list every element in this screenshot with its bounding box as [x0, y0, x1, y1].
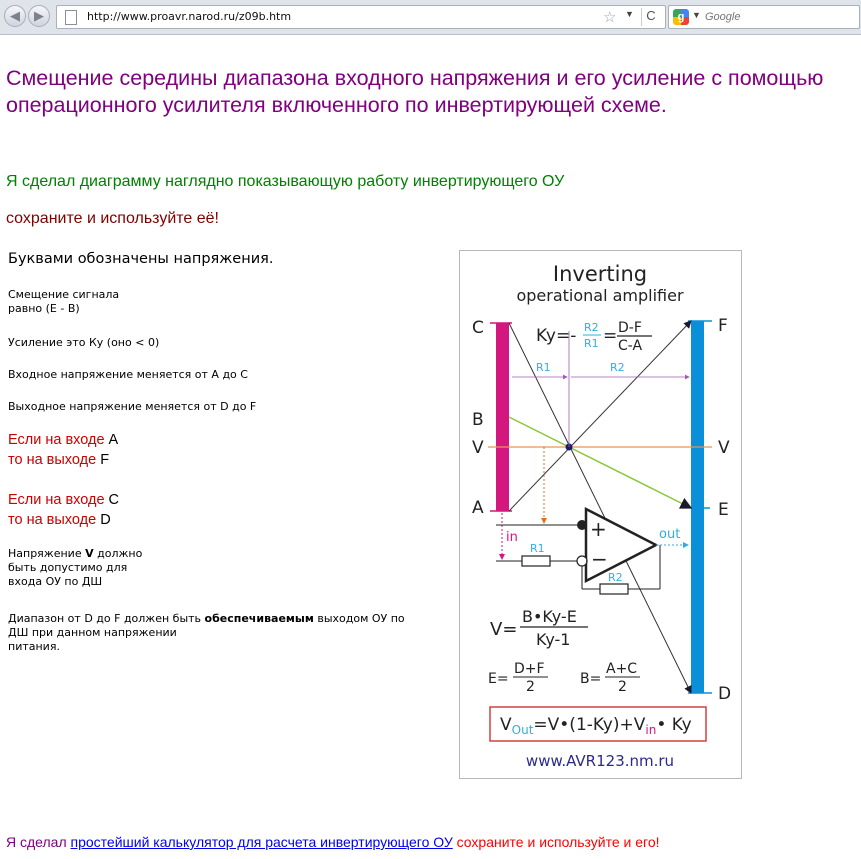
b-formula-numerator: A+C — [606, 661, 638, 677]
intro-text: Я сделал диаграмму наглядно показывающую работу инвертирующего ОУ — [6, 173, 565, 190]
url-text[interactable]: http://www.proavr.narod.ru/z09b.htm — [87, 10, 292, 23]
d-note-part1: Диапазон от D до F должен быть — [8, 612, 205, 625]
rule-c-input-letter: C — [108, 492, 120, 508]
google-icon[interactable]: g — [673, 9, 689, 25]
v-note-line2: быть допустимо для — [8, 561, 128, 574]
vout-mid: =V•(1-Ky)+V — [533, 715, 646, 735]
ky-r1: R1 — [584, 337, 599, 350]
calculator-link[interactable]: простейший калькулятор для расчета инвертирующего ОУ — [70, 834, 453, 850]
d-note-line3: питания. — [8, 640, 60, 653]
label-a: A — [472, 498, 484, 518]
output-range-supply-note — [8, 612, 405, 654]
v-note-line3: входа ОУ по ДШ — [8, 575, 103, 588]
v-note-part2: должно — [93, 547, 143, 560]
v-voltage-note — [8, 547, 142, 589]
back-button[interactable] — [4, 5, 26, 27]
offset-note-line1: Смещение сигнала — [8, 288, 120, 301]
minus-node — [577, 556, 587, 566]
v-note-part1: Напряжение — [8, 547, 86, 560]
rule-c-output-letter: D — [100, 512, 111, 528]
resistor-r2 — [600, 584, 628, 594]
page-icon — [65, 10, 77, 25]
output-range-bar — [691, 321, 704, 693]
vout-in: in — [645, 723, 657, 737]
in-label: in — [506, 530, 518, 545]
reload-icon[interactable]: C — [641, 8, 660, 26]
e-formula-label: E= — [488, 671, 509, 687]
diagram-subtitle: operational amplifier — [516, 286, 684, 305]
v-note-letter: V — [85, 547, 94, 560]
b-to-e-line — [509, 417, 691, 508]
r2-span-label: R2 — [610, 361, 625, 374]
legend-heading: Буквами обозначены напряжения. — [8, 251, 274, 267]
vout-sub: Out — [511, 723, 534, 737]
rule-a-to-f — [8, 430, 118, 470]
input-range-note: Входное напряжение меняется от A до C — [8, 368, 248, 381]
resistor-r1 — [522, 556, 550, 566]
ky-numerator: D-F — [618, 320, 642, 336]
rule-a-input-letter: A — [108, 432, 119, 448]
label-b: B — [472, 410, 484, 430]
forward-button[interactable] — [28, 5, 50, 27]
d-note-line2: ДШ при данном напряжении — [8, 626, 177, 639]
rule-a-line2: то на выходе — [8, 452, 101, 468]
page-content — [0, 35, 861, 859]
input-range-bar — [496, 323, 509, 511]
vout-v: V — [500, 715, 512, 735]
rule-c-to-d — [8, 490, 119, 530]
b-formula-label: B= — [580, 671, 602, 687]
history-dropdown-icon[interactable]: ▼ — [625, 9, 634, 19]
op-amp-diagram-svg — [460, 251, 741, 778]
address-bar[interactable] — [56, 5, 666, 29]
search-input[interactable] — [703, 8, 857, 26]
footer-post: сохраните и используйте и его! — [452, 834, 660, 850]
offset-note-line2: равно (E - B) — [8, 302, 80, 315]
browser-toolbar — [0, 0, 861, 35]
ky-denominator: C-A — [618, 338, 643, 354]
output-range-note: Выходное напряжение меняется от D до F — [8, 400, 257, 413]
v-formula-denominator: Ky-1 — [536, 630, 571, 649]
ky-r2: R2 — [584, 321, 599, 334]
label-e: E — [718, 500, 729, 520]
rule-c-line2: то на выходе — [8, 512, 101, 528]
r1-span-label: R1 — [536, 361, 551, 374]
label-v-right: V — [718, 438, 730, 458]
e-formula-denominator: 2 — [526, 679, 535, 695]
ky-label: Ky=- — [536, 326, 577, 346]
footer-line — [6, 834, 660, 850]
d-note-bold: обеспечиваемым — [204, 612, 314, 625]
label-f: F — [718, 316, 728, 336]
v-formula-numerator: B•Ky-E — [522, 607, 577, 626]
label-c: C — [472, 318, 484, 338]
op-amp-diagram — [459, 250, 742, 779]
rule-a-line1: Если на входе — [8, 432, 109, 448]
a-to-f-line — [509, 321, 691, 511]
v-formula-label: V= — [490, 619, 518, 640]
e-formula-numerator: D+F — [514, 661, 545, 677]
search-bar[interactable] — [668, 5, 860, 29]
forward-arrow-icon: ▶ — [34, 8, 44, 23]
rule-a-output-letter: F — [100, 452, 110, 468]
vout-end: • Ky — [656, 715, 692, 735]
plus-sign: + — [590, 517, 607, 541]
page-title: Смещение середины диапазона входного напряжения и его усиление с помощью операционного усилителя включенного по инвертирующей схеме. — [6, 66, 824, 117]
ky-equals: = — [603, 326, 618, 346]
site-url: www.AVR123.nm.ru — [525, 752, 675, 770]
rule-c-line1: Если на входе — [8, 492, 109, 508]
label-d: D — [718, 684, 732, 704]
minus-sign: − — [591, 547, 608, 571]
bookmark-star-icon[interactable]: ☆ — [603, 9, 617, 26]
out-label: out — [659, 527, 681, 542]
back-arrow-icon: ◀ — [10, 8, 20, 23]
d-note-part2: выходом ОУ по — [313, 612, 405, 625]
diagram-title: Inverting — [552, 262, 648, 286]
gain-note: Усиление это Ку (оно < 0) — [8, 336, 160, 349]
b-formula-denominator: 2 — [618, 679, 627, 695]
label-v-left: V — [472, 438, 484, 458]
offset-note — [8, 288, 119, 316]
resistor-r1-label: R1 — [530, 542, 545, 555]
search-engine-dropdown-icon[interactable]: ▼ — [692, 10, 701, 20]
resistor-r2-label: R2 — [608, 571, 623, 584]
footer-pre: Я сделал — [6, 834, 71, 850]
save-text: сохраните и используйте её! — [6, 210, 219, 227]
